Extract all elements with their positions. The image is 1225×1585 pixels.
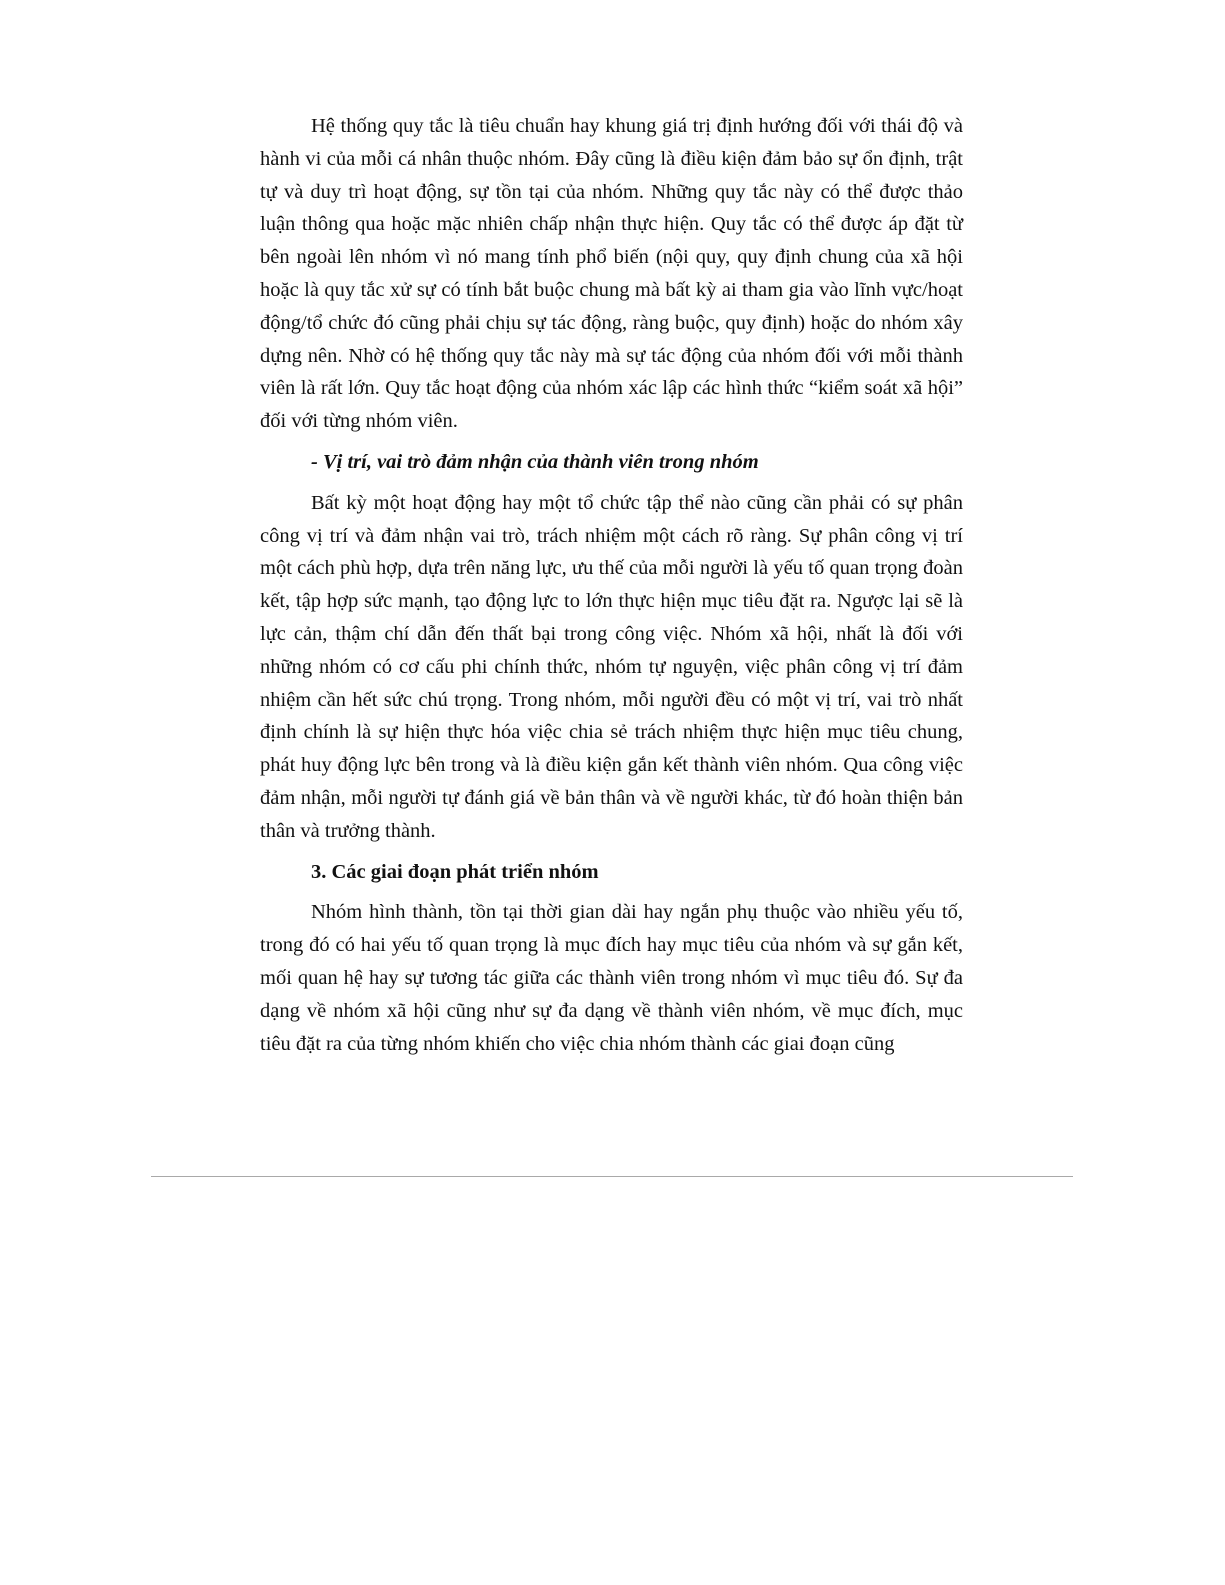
subheading-member-roles: - Vị trí, vai trò đảm nhận của thành viên trong nhóm <box>311 450 759 473</box>
paragraph-member-roles: Bất kỳ một hoạt động hay một tổ chức tập thể nào cũng cần phải có sự phân công vị trí và đảm nhận vai trò, trách nhiệm một cách rõ ràng. Sự phân công vị trí một cách phù hợp, dựa trên năng lực, ưu thế của mỗi người là yếu tố quan trọng đoàn kết, tập hợp sức mạnh, tạo động lực to lớn thực hiện mục tiêu đặt ra. Ngược lại sẽ là lực cản, thậm chí dẫn đến thất bại trong công việc. Nhóm xã hội, nhất là đối với những nhóm có cơ cấu phi chính thức, nhóm tự nguyện, việc phân công vị trí đảm nhiệm cần hết sức chú trọng. Trong nhóm, mỗi người đều có một vị trí, vai trò nhất định chính là sự hiện thực hóa việc chia sẻ trách nhiệm thực hiện mục tiêu chung, phát huy động lực bên trong và là điều kiện gắn kết thành viên nhóm. Qua công việc đảm nhận, mỗi người tự đánh giá về bản thân và về người khác, từ đó hoàn thiện bản thân và trưởng thành. <box>260 491 963 842</box>
document-body <box>260 110 963 1060</box>
section-heading-group-stages: 3. Các giai đoạn phát triển nhóm <box>311 860 599 883</box>
page-divider <box>151 1176 1073 1177</box>
paragraph-group-stages: Nhóm hình thành, tồn tại thời gian dài hay ngắn phụ thuộc vào nhiều yếu tố, trong đó có hai yếu tố quan trọng là mục đích hay mục tiêu của nhóm và sự gắn kết, mối quan hệ hay sự tương tác giữa các thành viên trong nhóm vì mục tiêu đó. Sự đa dạng về nhóm xã hội cũng như sự đa dạng về thành viên nhóm, về mục đích, mục tiêu đặt ra của từng nhóm khiến cho việc chia nhóm thành các giai đoạn cũng <box>260 901 963 1055</box>
paragraph-group-rules: Hệ thống quy tắc là tiêu chuẩn hay khung giá trị định hướng đối với thái độ và hành vi của mỗi cá nhân thuộc nhóm. Đây cũng là điều kiện đảm bảo sự ổn định, trật tự và duy trì hoạt động, sự tồn tại của nhóm. Những quy tắc này có thể được thảo luận thông qua hoặc mặc nhiên chấp nhận thực hiện. Quy tắc có thể được áp đặt từ bên ngoài lên nhóm vì nó mang tính phổ biến (nội quy, quy định chung của xã hội hoặc là quy tắc xử sự có tính bắt buộc chung mà bất kỳ ai tham gia vào lĩnh vực/hoạt động/tổ chức đó cũng phải chịu sự tác động, ràng buộc, quy định) hoặc do nhóm xây dựng nên. Nhờ có hệ thống quy tắc này mà sự tác động của nhóm đối với mỗi thành viên là rất lớn. Quy tắc hoạt động của nhóm xác lập các hình thức “kiểm soát xã hội” đối với từng nhóm viên. <box>260 115 963 433</box>
